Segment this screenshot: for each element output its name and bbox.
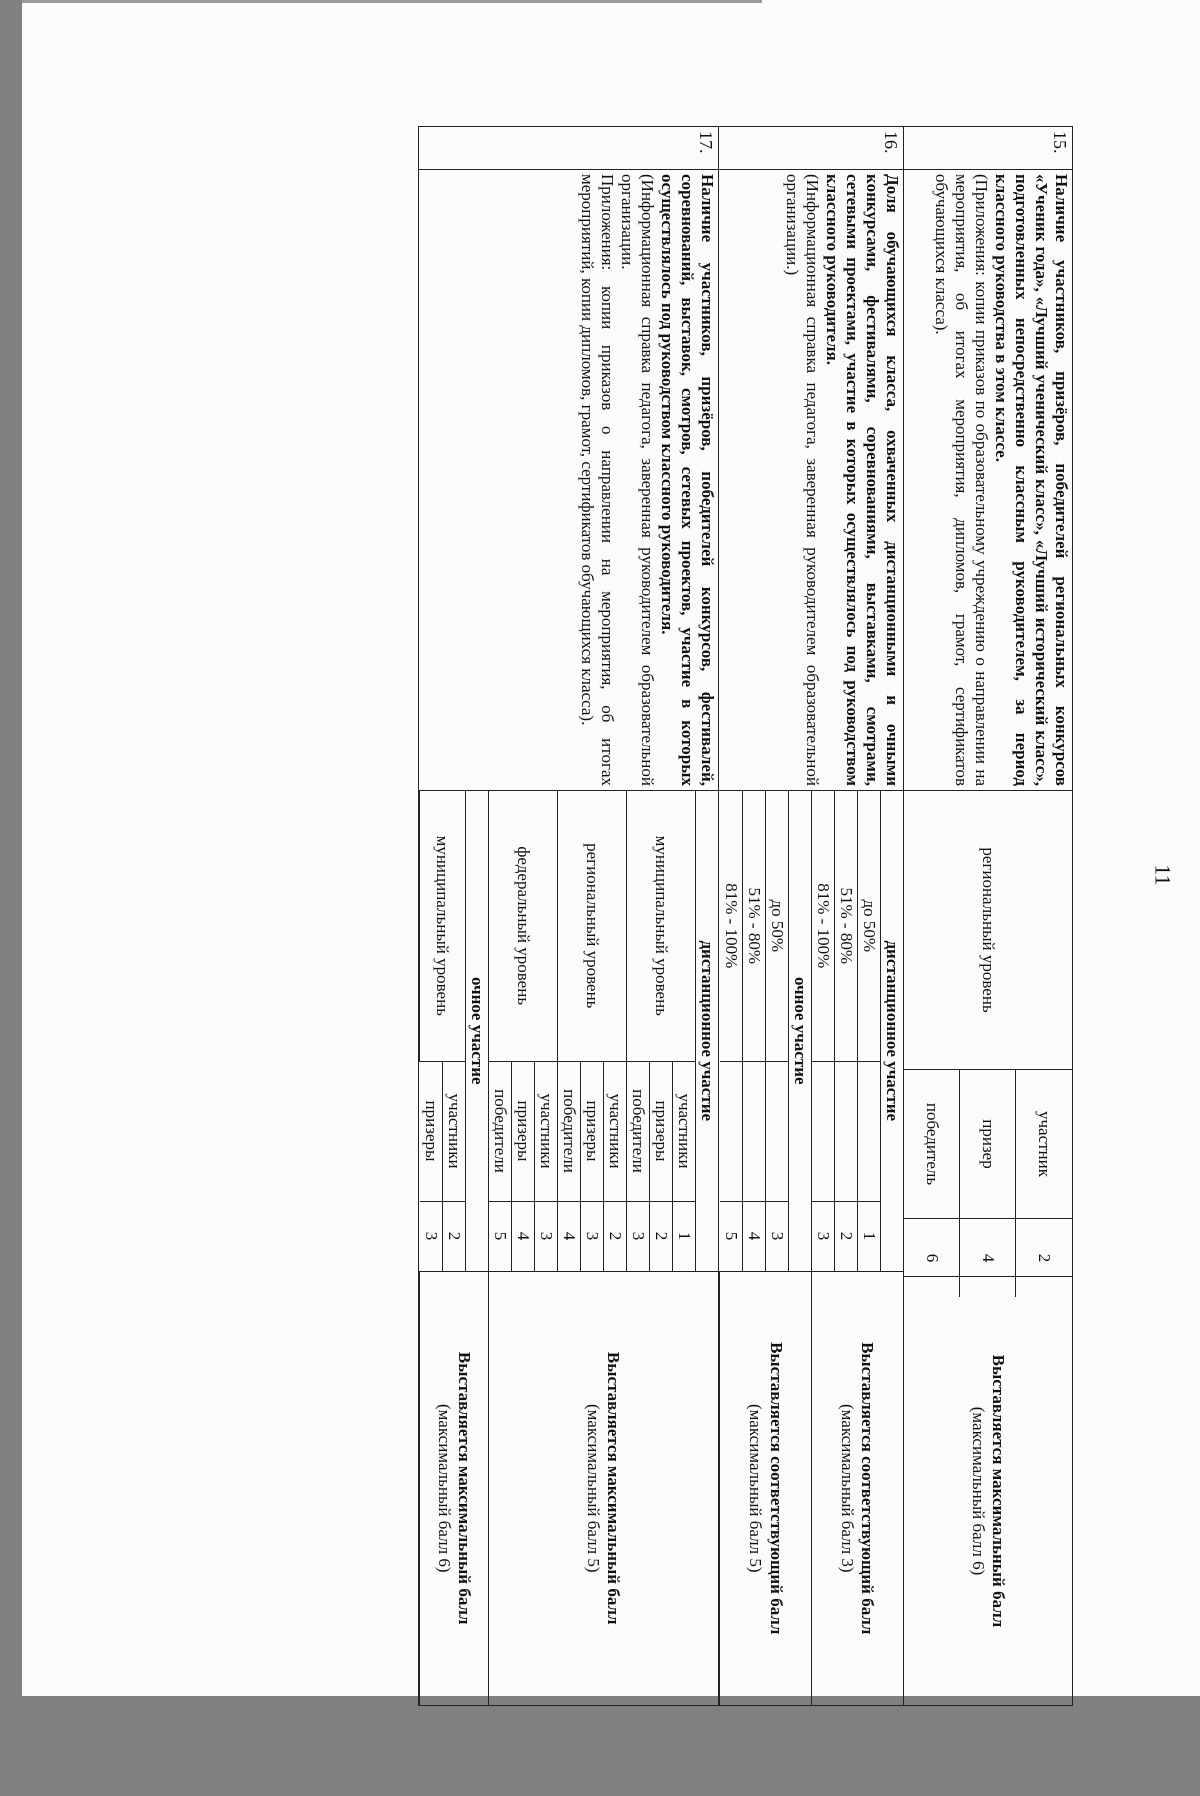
item-points: 4 bbox=[557, 1201, 580, 1271]
note-title: Выставляется соответствующий балл bbox=[766, 1342, 786, 1635]
group-header: очное участие bbox=[465, 791, 488, 1271]
note-cell bbox=[720, 1271, 812, 1705]
item-points: 2 bbox=[649, 1201, 672, 1271]
item-label: 81% - 100% bbox=[811, 791, 834, 1061]
item-label: победители bbox=[626, 1061, 649, 1201]
item-label: 81% - 100% bbox=[720, 791, 743, 1061]
item-points: 3 bbox=[626, 1201, 649, 1271]
table-row-15 bbox=[904, 127, 1073, 1706]
criterion-cell bbox=[719, 170, 904, 791]
note-sub: (максимальный балл 5) bbox=[746, 1404, 766, 1573]
note-sub: (максимальный балл 5) bbox=[584, 1404, 604, 1573]
note-sub: (максимальный балл 6) bbox=[969, 1406, 988, 1576]
item-label: победители bbox=[557, 1061, 580, 1201]
item-label: призеры bbox=[580, 1061, 603, 1201]
item-label: 51% - 80% bbox=[742, 791, 765, 1061]
criterion-title: Наличие участников, призёров, победителей региональных конкурсов «Ученик года», «Лучший ученический класс», «Лучший исторический класс», подготовленных непосредственно классным руководителем, за период классного руководства в этом классе. bbox=[991, 174, 1071, 786]
criterion-attachment: (Информационная справка педагога, заверенная руководителем образовательной организации.) bbox=[782, 174, 822, 786]
item-points: 4 bbox=[960, 1219, 1016, 1298]
row-number: 16. bbox=[719, 127, 904, 170]
page-number: 11 bbox=[1150, 864, 1176, 886]
criterion-attachment: (Информационная справка педагога, заверенная руководителем образовательной организации. bbox=[617, 174, 657, 786]
item-label: победитель bbox=[904, 1070, 960, 1219]
item-points: 6 bbox=[922, 1253, 942, 1263]
item-points: 3 bbox=[765, 1201, 788, 1271]
criteria-table bbox=[418, 126, 1073, 1706]
criterion-cell bbox=[904, 170, 1073, 791]
item-points: 4 bbox=[742, 1201, 765, 1271]
item-label: до 50% bbox=[765, 791, 788, 1061]
item-label: призер bbox=[960, 1070, 1016, 1219]
note-sub: (максимальный балл 3) bbox=[838, 1404, 858, 1573]
item-label: участник bbox=[1016, 1070, 1072, 1219]
item-label: призеры bbox=[511, 1061, 534, 1201]
level-label: муниципальный уровень bbox=[626, 791, 695, 1061]
table-row-16 bbox=[719, 127, 904, 1706]
item-label: участники bbox=[534, 1061, 557, 1201]
note-title: Выставляется максимальный балл bbox=[454, 1351, 474, 1625]
groups-table bbox=[419, 791, 718, 1705]
groups-cell bbox=[419, 791, 719, 1706]
table-row-17 bbox=[419, 127, 719, 1706]
item-label: до 50% bbox=[857, 791, 880, 1061]
level-cell: региональный уровень bbox=[904, 791, 1073, 1070]
item-points: 4 bbox=[511, 1201, 534, 1271]
note-cell bbox=[488, 1271, 718, 1705]
groups-table bbox=[719, 791, 903, 1705]
item-label: участники bbox=[603, 1061, 626, 1201]
criterion-attachment: (Приложения: копии приказов по образовательному учреждению о направлении на мероприятия, об итогах мероприятия, дипломов, грамот, сертификатов обучающихся класса). bbox=[931, 174, 991, 786]
item-label: призеры bbox=[649, 1061, 672, 1201]
note-title: Выставляется соответствующий балл bbox=[858, 1342, 878, 1635]
item-points: 1 bbox=[673, 1201, 696, 1271]
item-points: 3 bbox=[420, 1201, 443, 1271]
item-points: 3 bbox=[534, 1201, 557, 1271]
item-points: 2 bbox=[603, 1201, 626, 1271]
item-points: 5 bbox=[488, 1201, 511, 1271]
note-cell bbox=[904, 1277, 1073, 1706]
note-title: Выставляется максимальный балл bbox=[604, 1351, 624, 1625]
note-title: Выставляется максимальный балл bbox=[989, 1354, 1009, 1628]
criterion-cell bbox=[419, 170, 719, 791]
item-points: 3 bbox=[580, 1201, 603, 1271]
criterion-title: Наличие участников, призёров, победителей конкурсов, фестивалей, соревнований, выставок, смотров, сетевых проектов, участие в которых осуществлялось под руководством классного руководителя. bbox=[658, 174, 718, 786]
criterion-title: Доля обучающихся класса, охваченных дистанционными и очными конкурсами, фестивалями, соревнованиями, выставками, смотрами, сетевыми проектами, участие в которых осуществлялось под руководством классного руководителя. bbox=[822, 174, 902, 786]
item-points: 5 bbox=[720, 1201, 743, 1271]
item-label: участники bbox=[673, 1061, 696, 1201]
items-table bbox=[904, 1070, 1072, 1297]
level-label: муниципальный уровень bbox=[420, 791, 466, 1061]
row-number: 15. bbox=[904, 127, 1073, 170]
item-label: призеры bbox=[420, 1061, 443, 1201]
item-points: 2 bbox=[1016, 1219, 1072, 1298]
criterion-attachment: Приложения: копии приказов о направлении на мероприятия, об итогах мероприятий, копии дипломов, грамот, сертификатов обучающихся класса). bbox=[577, 174, 617, 786]
item-points: 3 bbox=[811, 1201, 834, 1271]
item-label: 51% - 80% bbox=[834, 791, 857, 1061]
note-sub: (максимальный балл 6) bbox=[434, 1404, 454, 1573]
note-cell bbox=[811, 1271, 903, 1705]
group-header: очное участие bbox=[788, 791, 811, 1271]
rotated-table-container bbox=[150, 126, 1073, 1796]
level-label: региональный уровень bbox=[557, 791, 626, 1061]
group-header: дистанционное участие bbox=[880, 791, 903, 1271]
document-page bbox=[22, 0, 1200, 1696]
group-header: дистанционное участие bbox=[696, 791, 719, 1271]
item-label: победители bbox=[488, 1061, 511, 1201]
groups-cell bbox=[719, 791, 904, 1706]
item-label: участники bbox=[442, 1061, 465, 1201]
note-cell bbox=[420, 1271, 489, 1705]
item-points: 2 bbox=[442, 1201, 465, 1271]
row-number: 17. bbox=[419, 127, 719, 170]
item-points: 1 bbox=[857, 1201, 880, 1271]
item-points: 2 bbox=[834, 1201, 857, 1271]
items-cell bbox=[904, 1070, 1073, 1277]
scan-edge-line bbox=[22, 0, 762, 3]
level-label: федеральный уровень bbox=[488, 791, 557, 1061]
